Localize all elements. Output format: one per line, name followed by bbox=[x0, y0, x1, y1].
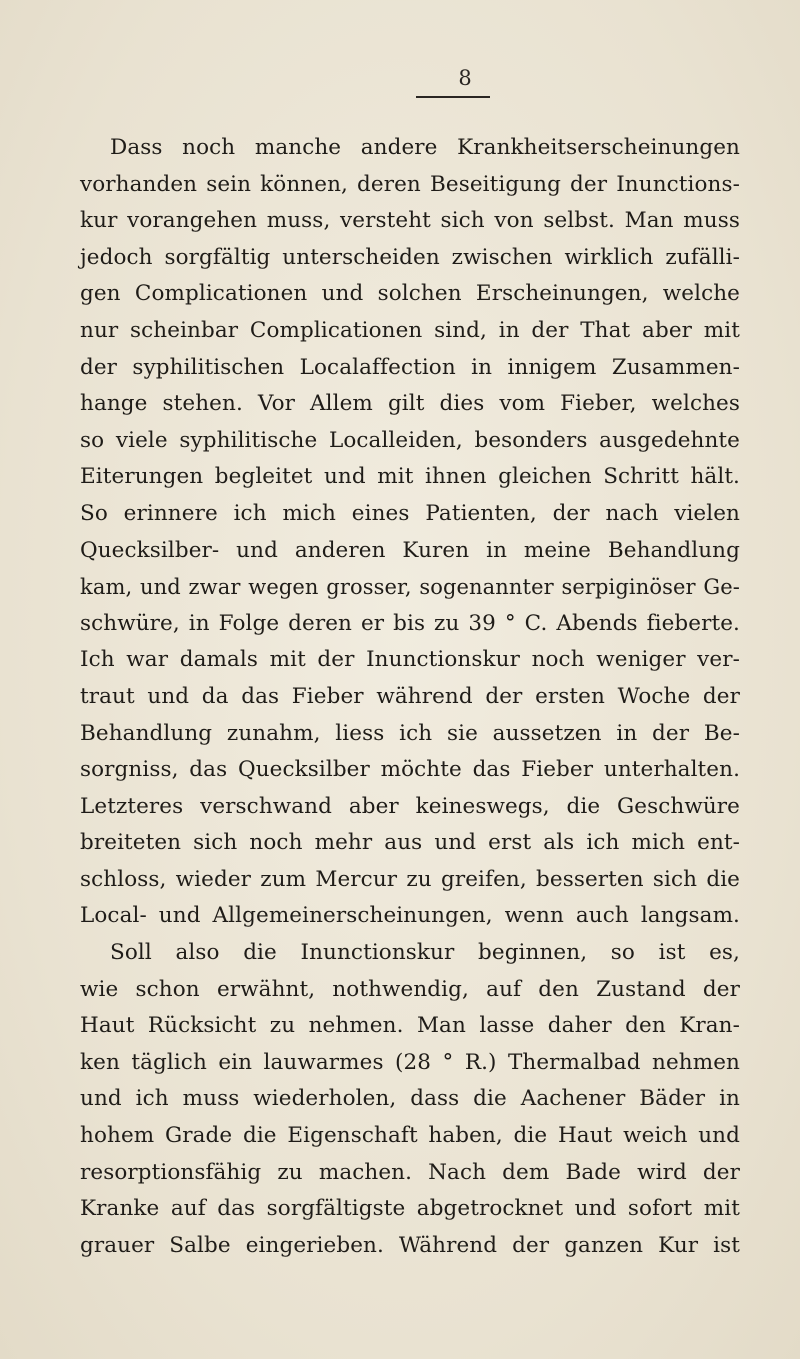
text-line: kam, und zwar wegen grosser, sogenannter serpiginöser Ge- bbox=[80, 575, 740, 600]
text-line: Dass noch manche andere Krankheitserscheinungen bbox=[110, 135, 740, 160]
text-line: grauer Salbe eingerieben. Während der ganzen Kur ist bbox=[80, 1232, 740, 1258]
text-line: sorgniss, das Quecksilber möchte das Fieber unterhalten. bbox=[80, 757, 740, 783]
text-line: vorhanden sein können, deren Beseitigung der Inunctions- bbox=[80, 171, 740, 197]
text-line: ken täglich ein lauwarmes (28 ° R.) Thermalbad nehmen bbox=[80, 1049, 740, 1075]
text-line: Eiterungen begleitet und mit ihnen gleichen Schritt hält. bbox=[80, 464, 740, 490]
body-text bbox=[80, 130, 740, 1264]
text-line: jedoch sorgfältig unterscheiden zwischen wirklich zufälli- bbox=[80, 244, 740, 270]
text-line: Soll also die Inunctionskur beginnen, so ist es, bbox=[110, 940, 740, 966]
text-line: und ich muss wiederholen, dass die Aachener Bäder in bbox=[80, 1086, 740, 1112]
text-line: Local- und Allgemeinerscheinungen, wenn auch langsam. bbox=[80, 903, 740, 929]
text-line: So erinnere ich mich eines Patienten, der nach vielen bbox=[80, 500, 740, 526]
page-number: 8 bbox=[458, 66, 472, 90]
text-line: nur scheinbar Complicationen sind, in der That aber mit bbox=[80, 317, 740, 343]
text-line: Letzteres verschwand aber keineswegs, die Geschwüre bbox=[80, 793, 740, 819]
text-line: Quecksilber- und anderen Kuren in meine Behandlung bbox=[80, 537, 740, 563]
text-line: schwüre, in Folge deren er bis zu 39 ° C. Abends fieberte. bbox=[80, 610, 740, 636]
text-line: Kranke auf das sorgfältigste abgetrocknet und sofort mit bbox=[80, 1196, 740, 1222]
text-line: wie schon erwähnt, nothwendig, auf den Zustand der bbox=[80, 976, 740, 1002]
text-line: hange stehen. Vor Allem gilt dies vom Fieber, welches bbox=[80, 391, 740, 417]
text-line: resorptionsfähig zu machen. Nach dem Bade wird der bbox=[80, 1159, 740, 1185]
text-line: Ich war damals mit der Inunctionskur noch weniger ver- bbox=[80, 647, 740, 673]
text-line: hohem Grade die Eigenschaft haben, die Haut weich und bbox=[80, 1123, 740, 1149]
text-line: so viele syphilitische Localleiden, besonders ausgedehnte bbox=[80, 427, 740, 453]
page-number-rule bbox=[416, 96, 490, 98]
text-line: schloss, wieder zum Mercur zu greifen, besserten sich die bbox=[80, 866, 740, 892]
text-line: kur vorangehen muss, versteht sich von selbst. Man muss bbox=[80, 208, 740, 234]
text-line: Behandlung zunahm, liess ich sie aussetzen in der Be- bbox=[80, 720, 740, 746]
text-line: Haut Rücksicht zu nehmen. Man lasse daher den Kran- bbox=[80, 1013, 740, 1039]
text-line: breiteten sich noch mehr aus und erst als ich mich ent- bbox=[80, 830, 740, 856]
text-line: traut und da das Fieber während der ersten Woche der bbox=[80, 683, 740, 709]
text-line: gen Complicationen und solchen Erscheinungen, welche bbox=[80, 281, 740, 307]
text-line: der syphilitischen Localaffection in innigem Zusammen- bbox=[80, 354, 740, 380]
